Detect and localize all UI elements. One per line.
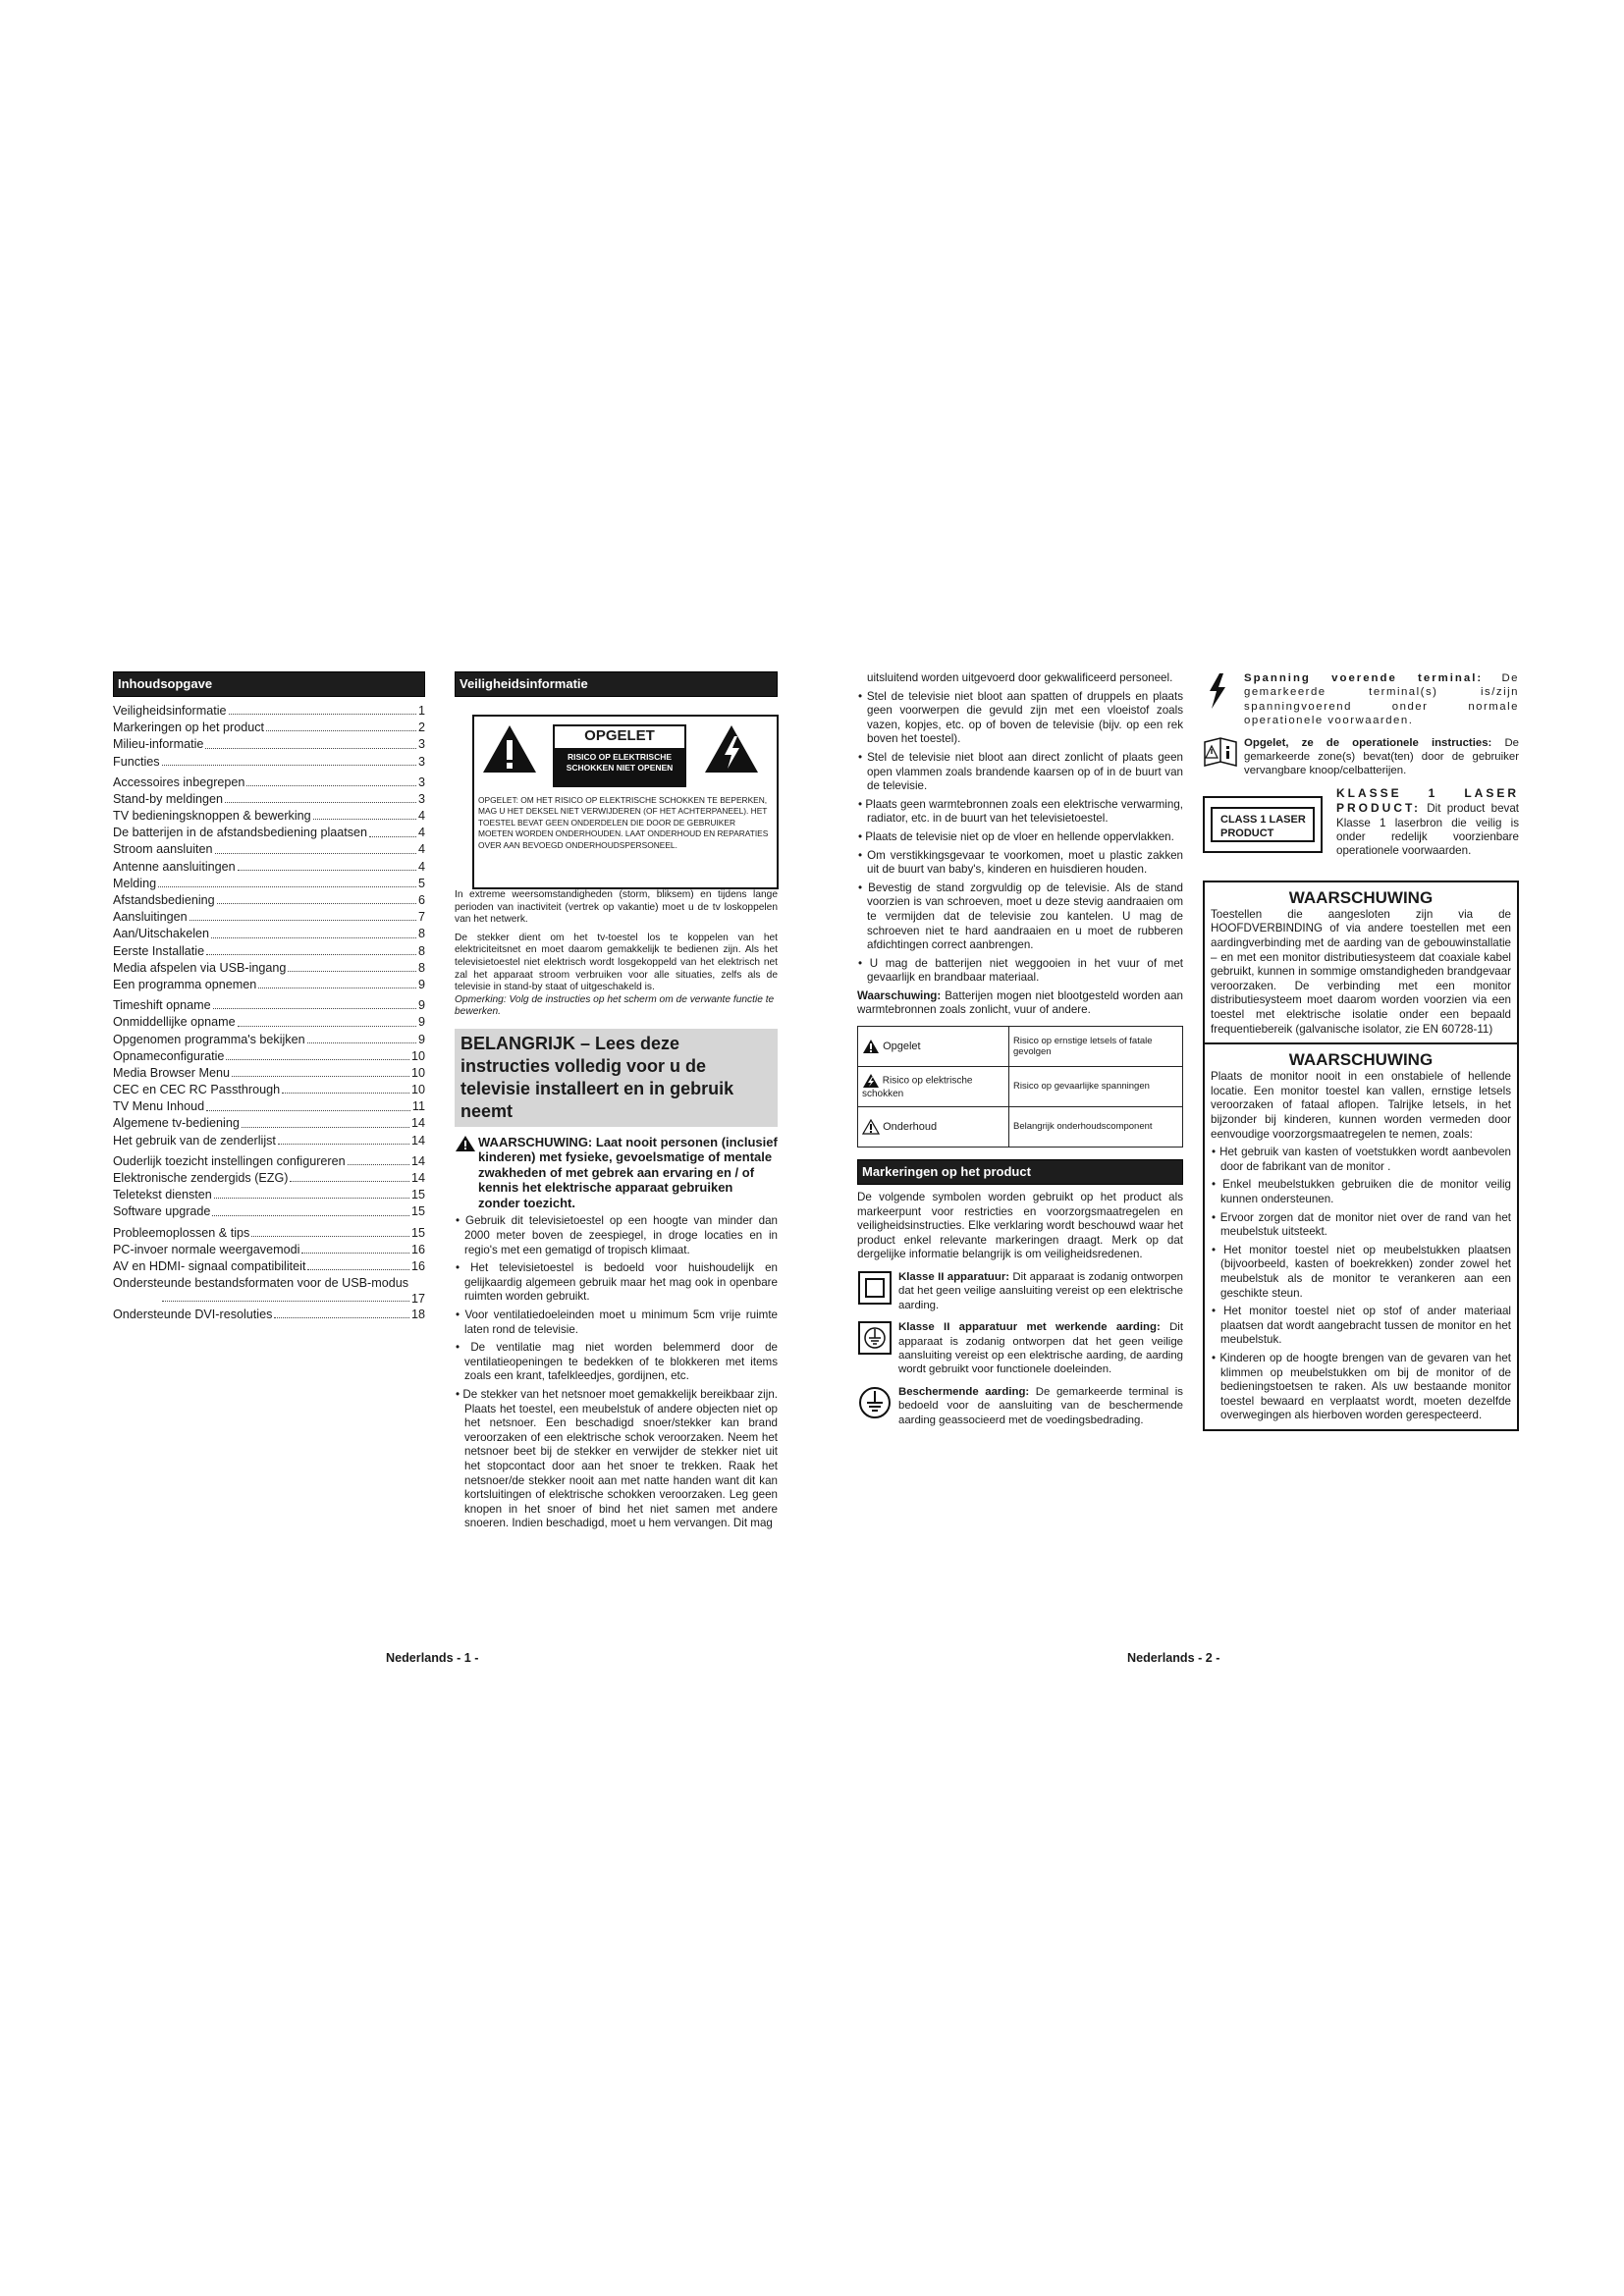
live-terminal-text: De gemarkeerde terminal(s) is/zijn spanningvoerend onder normale operationele voorwaarden. xyxy=(1244,672,1519,727)
class2-earth-description xyxy=(898,1320,1183,1377)
toc-entry-title: Elektronische zendergids (EZG) xyxy=(113,1171,289,1186)
toc-page-number: 9 xyxy=(417,1015,425,1030)
laser-text: Dit product bevat Klasse 1 laserbron die veilig is onder redelijk voorzienbare operationele voorwaarden. xyxy=(1336,802,1519,858)
toc-entry[interactable] xyxy=(113,736,425,753)
battery-warning xyxy=(857,989,1183,1018)
risk-cell-left xyxy=(858,1027,1009,1067)
battery-warning-text: Batterijen mogen niet blootgesteld worden aan warmtebronnen zoals zonlicht, vuur of andere. xyxy=(857,988,1183,1017)
toc-entry-title: Ouderlijk toezicht instellingen configureren xyxy=(113,1153,346,1168)
toc-column xyxy=(113,671,425,1323)
toc-entry[interactable] xyxy=(113,1203,425,1220)
bullet-dot: • xyxy=(1212,1243,1224,1256)
toc-entry-title: Teletekst diensten xyxy=(113,1188,212,1202)
risk-left-label: Opgelet xyxy=(883,1040,921,1052)
toc-leader xyxy=(266,730,416,731)
bullet-item xyxy=(1211,1178,1511,1206)
operating-instructions-cell xyxy=(1203,736,1244,778)
toc-entry-title: Ondersteunde bestandsformaten voor de USB-modus xyxy=(113,1276,409,1291)
class2-earth-symbol-cell xyxy=(857,1320,898,1377)
protective-earth-text: De gemarkeerde terminal is bedoeld voor de aansluiting van de beschermende aarding geassocieerd met de voedingsbedrading. xyxy=(898,1385,1183,1426)
toc-leader xyxy=(206,954,416,955)
toc-page-number: 3 xyxy=(417,791,425,806)
bullet-text: De stekker van het netsnoer moet gemakkelijk bereikbaar zijn. Plaats het toestel, een meubelstuk of andere objecten niet op het netsnoer. Een beschadigd snoer/stekker kan brand veroorzaken of een elektrische schok veroorzaken. Neem het netsnoer beet bij de stekker en verwijder de stekker niet uit het stopcontact door aan het snoer te trekken. Raak het netsnoer/de stekker nooit aan met natte handen want dit kan kortsluitingen of elektrische schokken veroorzaken. Leg geen knopen in het snoer of bind het niet samen met andere snoeren. Indien beschadigd, moet u hem vervangen. Dit mag xyxy=(462,1387,778,1530)
toc-leader xyxy=(274,1317,409,1318)
safety-header: Veiligheidsinformatie xyxy=(455,671,778,697)
toc-leader xyxy=(313,819,416,820)
toc-page-number: 18 xyxy=(410,1308,425,1322)
toc-page-number: 9 xyxy=(417,998,425,1013)
markings-intro: De volgende symbolen worden gebruikt op het product als markeerpunt voor restricties en voorzorgsmaatregelen en veiligheidsinstructies. Elke verklaring wordt beschouwd waar het product enkel relevante markeringen draagt. Merk op dat dergelijke informatie belangrijk is om veiligheidsredenen. xyxy=(857,1191,1183,1261)
toc-page-number: 6 xyxy=(417,893,425,908)
protective-earth-icon xyxy=(857,1385,893,1420)
bullet-text: Bevestig de stand zorgvuldig op de televisie. Als de stand voorzien is van schroeven, moet u deze stevig aandraaien om te vermijden dat de televisie zou kantelen. U mag de schroeven niet te hard aandraaien en u moet de rubberen afdichtingen correct aanbrengen. xyxy=(867,881,1184,952)
risk-right-label: Risico op ernstige letsels of fatale gevolgen xyxy=(1009,1027,1183,1067)
risk-left-label: Risico op elektrische schokken xyxy=(862,1075,973,1100)
class2-symbol-row xyxy=(857,1270,1183,1312)
continued-text-block xyxy=(857,671,1183,686)
class2-earth-symbol-row xyxy=(857,1320,1183,1377)
toc-page-number: 3 xyxy=(417,737,425,752)
page2-right-column xyxy=(1203,671,1519,1431)
bullet-item xyxy=(455,1388,778,1531)
toc-page-number: 14 xyxy=(410,1153,425,1168)
warning-stability-bullets xyxy=(1211,1146,1511,1423)
warning-box-stability xyxy=(1203,1044,1519,1431)
toc-page-number: 8 xyxy=(417,943,425,958)
toc-entry[interactable] xyxy=(113,926,425,942)
toc-entry[interactable] xyxy=(113,876,425,892)
operating-instructions-row xyxy=(1203,736,1519,778)
caution-text: OPGELET: OM HET RISICO OP ELEKTRISCHE SCHOKKEN TE BEPERKEN, MAG U HET DEKSEL NIET VERWIJDEREN (OF HET ACHTERPANEEL). HET TOESTEL BEVAT GEEN ONDERDELEN DIE DOOR DE GEBRUIKER MOETEN WORDEN ONDERHOUDEN. LAAT ONDERHOUD EN REPARATIES OVER AAN BEVOEGD ONDERHOUDSPERSONEEL. xyxy=(478,795,769,850)
toc-page-number: 16 xyxy=(410,1242,425,1256)
live-terminal-description xyxy=(1244,671,1519,728)
bullet-text: Enkel meubelstukken gebruiken die de monitor veilig kunnen ondersteunen. xyxy=(1220,1178,1512,1205)
toc-entry[interactable] xyxy=(113,1065,425,1082)
risk-row xyxy=(858,1067,1183,1107)
laser-row xyxy=(1203,786,1519,859)
toc-entry-title: Onmiddellijke opname xyxy=(113,1015,236,1030)
operating-instructions-description xyxy=(1244,736,1519,778)
bullet-dot: • xyxy=(456,1341,471,1355)
toc-entry-title: Afstandsbediening xyxy=(113,893,215,908)
toc-entry-title: Aansluitingen xyxy=(113,910,188,925)
toc-entry-title: Veiligheidsinformatie xyxy=(113,703,227,718)
class2-square-icon xyxy=(857,1270,893,1306)
safety-bullets xyxy=(455,1214,778,1530)
bullet-text: De ventilatie mag niet worden belemmerd door de ventilatieopeningen te bedekken of te blokkeren met items zoals een krant, tafelkleedjes, gordijnen, etc. xyxy=(464,1341,778,1383)
toc-leader xyxy=(278,1144,409,1145)
class2-text: Dit apparaat is zodanig ontworpen dat het geen veilige aansluiting vereist op een elektrische aarding. xyxy=(898,1271,1183,1311)
toc-entry[interactable] xyxy=(113,1258,425,1275)
bullet-text: Plaats de televisie niet op de vloer en hellende oppervlakken. xyxy=(865,829,1174,843)
toc-entry[interactable] xyxy=(113,1032,425,1048)
toc-entry[interactable] xyxy=(113,960,425,977)
toc-entry-title: Het gebruik van de zenderlijst xyxy=(113,1133,276,1148)
toc-page-number: 17 xyxy=(410,1292,425,1307)
paragraph-weather: In extreme weersomstandigheden (storm, bliksem) en tijdens lange perioden van inactiviteit (vertrek op vakantie) moet u de tv loskoppelen van het netwerk. xyxy=(455,889,778,926)
exclamation-warning-icon xyxy=(480,722,539,775)
toc-entry[interactable] xyxy=(113,859,425,876)
bullet-dot: • xyxy=(1212,1351,1220,1364)
toc-leader xyxy=(215,853,416,854)
bullet-text: Het monitor toestel niet op stof of ander materiaal plaatsen dat wordt aangebracht tussen de monitor en het meubelstuk. xyxy=(1220,1305,1511,1347)
bullet-dot: • xyxy=(858,750,868,764)
toc-entry[interactable] xyxy=(113,1307,425,1323)
toc-entry-title: Media Browser Menu xyxy=(113,1065,230,1080)
toc-entry-title: Opgenomen programma's bekijken xyxy=(113,1032,305,1046)
toc-entry-title: Media afspelen via USB-ingang xyxy=(113,960,287,975)
warning-title: WAARSCHUWING xyxy=(1288,887,1434,907)
toc-entry-title: Algemene tv-bediening xyxy=(113,1116,240,1131)
toc-page-number: 9 xyxy=(417,1032,425,1046)
page2-bullets xyxy=(857,690,1183,986)
toc-entry-title: Accessoires inbegrepen xyxy=(113,774,245,789)
bullet-item xyxy=(857,849,1183,878)
toc-leader xyxy=(162,765,416,766)
bullet-dot: • xyxy=(1212,1305,1224,1318)
continued-text: uitsluitend worden uitgevoerd door gekwalificeerd personeel. xyxy=(867,671,1173,684)
protective-earth-symbol-cell xyxy=(857,1385,898,1427)
toc-leader xyxy=(246,785,416,786)
toc-leader xyxy=(205,748,416,749)
toc-leader xyxy=(307,1042,416,1043)
toc-leader xyxy=(301,1253,409,1254)
toc-entry[interactable] xyxy=(113,1187,425,1203)
warning-intro-text: WAARSCHUWING: Laat nooit personen (inclusief kinderen) met fysieke, gevoelsmatige of mentale zwakheden of met gebrek aan ervaring en / of kennis het elektrische apparaat gebruiken zonder toezicht. xyxy=(478,1134,778,1210)
toc-entry[interactable] xyxy=(113,791,425,808)
toc-entry[interactable] xyxy=(113,808,425,825)
toc-leader xyxy=(189,920,416,921)
risk-table xyxy=(857,1026,1183,1148)
toc-page-number: 14 xyxy=(410,1116,425,1131)
toc-leader xyxy=(226,1059,409,1060)
toc-entry-title: TV Menu Inhoud xyxy=(113,1099,205,1114)
toc-leader xyxy=(288,971,416,972)
toc-entry[interactable] xyxy=(113,1153,425,1170)
exclamation-warning-icon xyxy=(862,1039,880,1054)
toc-entry-title: Software upgrade xyxy=(113,1204,211,1219)
lightning-warning-icon xyxy=(862,1073,880,1089)
toc-page-number: 10 xyxy=(410,1048,425,1063)
protective-earth-symbol-row xyxy=(857,1385,1183,1427)
live-terminal-cell xyxy=(1203,671,1244,728)
toc-page-number: 3 xyxy=(417,754,425,769)
paragraph-plug: De stekker dient om het tv-toestel los te koppelen van het elektriciteitsnet en moet daarom gemakkelijk te bedienen zijn. Als het televisietoestel niet elektrisch wordt losgekoppeld van het elektrisch net zal het apparaat stroom verbruiken voor alle situaties, zelfs als de televisie in stand-by staat of uitgeschakeld is. xyxy=(455,932,778,993)
toc-leader xyxy=(225,802,416,803)
toc-page-number: 9 xyxy=(417,977,425,991)
bullet-text: Plaats geen warmtebronnen zoals een elektrische verwarming, radiator, etc. in de buurt van het televisietoestel. xyxy=(865,797,1184,826)
toc-entry-title: Ondersteunde DVI-resoluties xyxy=(113,1308,273,1322)
warning-title: WAARSCHUWING xyxy=(1288,1050,1434,1070)
bullet-item xyxy=(1211,1352,1511,1423)
toc-entry[interactable] xyxy=(113,720,425,736)
toc-page-number: 15 xyxy=(410,1225,425,1240)
warning-box-coax xyxy=(1203,881,1519,1044)
toc-entry[interactable] xyxy=(113,842,425,859)
toc-entry-title: Stand-by meldingen xyxy=(113,791,224,806)
toc-page-number: 2 xyxy=(417,721,425,735)
toc-entry[interactable] xyxy=(113,754,425,771)
bullet-item xyxy=(857,751,1183,794)
risk-right-label: Belangrijk onderhoudscomponent xyxy=(1009,1107,1183,1148)
bullet-dot: • xyxy=(1212,1210,1220,1224)
toc-leader xyxy=(238,1026,416,1027)
book-warning-icon xyxy=(1203,736,1238,768)
footer-page-1: Nederlands - 1 - xyxy=(386,1651,479,1665)
bullet-item xyxy=(857,830,1183,845)
toc-entry[interactable] xyxy=(113,977,425,993)
toc-page-number: 14 xyxy=(410,1171,425,1186)
risk-right-label: Risico op gevaarlijke spanningen xyxy=(1009,1067,1183,1107)
toc-entry-title: Melding xyxy=(113,876,157,890)
toc-entry-title: Eerste Installatie xyxy=(113,943,205,958)
toc-leader xyxy=(290,1181,409,1182)
toc-page-number: 10 xyxy=(410,1083,425,1097)
bullet-text: Het gebruik van kasten of voetstukken wordt aanbevolen door de fabrikant van de monitor . xyxy=(1219,1146,1512,1173)
bullet-dot: • xyxy=(858,829,866,843)
toc-leader xyxy=(282,1093,409,1094)
class2-earth-text: Dit apparaat is zodanig ontworpen dat het geen veilige aansluiting vereist op een elektrische aarding, de aarding wordt gebruikt voor functionele doeleinden. xyxy=(898,1321,1183,1376)
note-text: Opmerking: Volg de instructies op het scherm om de verwante functie te bewerken. xyxy=(455,993,775,1018)
toc-page-number: 4 xyxy=(417,826,425,840)
toc-page-number: 4 xyxy=(417,842,425,857)
live-terminal-row xyxy=(1203,671,1519,728)
toc-entry[interactable] xyxy=(113,1275,425,1307)
toc-entry[interactable] xyxy=(113,1116,425,1133)
bullet-item xyxy=(455,1261,778,1305)
bullet-dot: • xyxy=(858,797,866,811)
toc-entry-title: Aan/Uitschakelen xyxy=(113,927,210,941)
bullet-text: U mag de batterijen niet weggooien in het vuur of met gevaarlijk en brandbaar materiaal. xyxy=(867,956,1184,985)
bullet-dot: • xyxy=(456,1387,463,1401)
toc-page-number: 8 xyxy=(417,960,425,975)
toc-page-number: 16 xyxy=(410,1258,425,1273)
bullet-item xyxy=(857,881,1183,953)
toc-page-number: 7 xyxy=(417,910,425,925)
functional-earth-icon xyxy=(857,1320,893,1356)
class2-label: Klasse II apparatuur: xyxy=(898,1271,1010,1284)
toc-leader xyxy=(217,903,416,904)
toc-page-number: 4 xyxy=(417,809,425,824)
battery-warning-label: Waarschuwing: xyxy=(857,988,942,1002)
toc-entry[interactable] xyxy=(113,892,425,909)
bullet-item xyxy=(857,690,1183,747)
risk-cell-left xyxy=(858,1107,1009,1148)
toc-page-number: 14 xyxy=(410,1133,425,1148)
toc-entry-title: Probleemoplossen & tips xyxy=(113,1225,250,1240)
page2-left-column xyxy=(857,671,1183,1427)
toc-entry-title: Markeringen op het product xyxy=(113,721,265,735)
toc-entry-title: CEC en CEC RC Passthrough xyxy=(113,1083,281,1097)
bullet-text: Kinderen op de hoogte brengen van de gevaren van het klimmen op meubelstukken om bij de monitor of de bedieningstoetsen te raken. Als uw bestaande monitor toestel bewaard en verplaatst wordt, moeten dezelfde overwegingen als hierboven worden gerespecteerd. xyxy=(1219,1351,1512,1422)
toc-entry[interactable] xyxy=(113,1014,425,1031)
toc-leader xyxy=(213,1008,416,1009)
toc-entry[interactable] xyxy=(113,1225,425,1242)
toc-page-number: 10 xyxy=(410,1065,425,1080)
toc-entry[interactable] xyxy=(113,997,425,1014)
toc-leader xyxy=(206,1110,410,1111)
bullet-item xyxy=(857,957,1183,986)
lightning-bolt-icon xyxy=(1203,671,1232,711)
bullet-dot: • xyxy=(858,689,867,703)
toc-leader xyxy=(369,836,416,837)
laser-label-box xyxy=(1203,796,1323,853)
bullet-text: Stel de televisie niet bloot aan spatten of druppels en plaats geen voorwerpen die gevuld zijn met een vloeistof zoals vazen, kopjes, etc. op of boven de televisie (bijv. op een rek boven het toestel). xyxy=(866,689,1184,746)
toc-header: Inhoudsopgave xyxy=(113,671,425,697)
toc-entry-title: Antenne aansluitingen xyxy=(113,859,236,874)
toc-entry-title: AV en HDMI- signaal compatibiliteit xyxy=(113,1258,306,1273)
risk-row xyxy=(858,1107,1183,1148)
class2-description xyxy=(898,1270,1183,1312)
exclamation-outline-icon xyxy=(862,1119,880,1135)
bullet-item xyxy=(455,1341,778,1384)
caution-subtitle: RISICO OP ELEKTRISCHE SCHOKKEN NIET OPENEN xyxy=(553,750,686,787)
toc-leader xyxy=(238,870,416,871)
toc-entry-title: Opnameconfiguratie xyxy=(113,1048,225,1063)
risk-row xyxy=(858,1027,1183,1067)
toc-page-number: 3 xyxy=(417,774,425,789)
warning-stability-text: Plaats de monitor nooit in een onstabiele of hellende locatie. Een monitor toestel kan vallen, ernstige letsels veroorzaken of fataal aflopen. Talrijke letsels, in het bijzonder bij kinderen, kunnen worden vermeden door eenvoudige voorzorgsmaatregelen te nemen, zoals: xyxy=(1211,1070,1511,1141)
toc-page-number: 15 xyxy=(410,1188,425,1202)
operating-instructions-label: Opgelet, ze de operationele instructies: xyxy=(1244,736,1492,749)
bullet-dot: • xyxy=(456,1214,466,1228)
bullet-dot: • xyxy=(1212,1146,1220,1159)
toc-page-number: 1 xyxy=(417,703,425,718)
bullet-text: Gebruik dit televisietoestel op een hoogte van minder dan 2000 meter boven de zeespiegel, in droge locaties en in regio's met een gematigd of tropisch klimaat. xyxy=(464,1214,778,1256)
toc-entry[interactable] xyxy=(113,825,425,841)
toc-page-number: 4 xyxy=(417,859,425,874)
toc-leader xyxy=(158,886,416,887)
toc-entry[interactable] xyxy=(113,774,425,791)
bullet-dot: • xyxy=(456,1308,465,1321)
live-terminal-label: Spanning voerende terminal: xyxy=(1244,672,1484,684)
toc-page-number: 8 xyxy=(417,927,425,941)
bullet-item xyxy=(1211,1146,1511,1174)
toc-entry-title: Milieu-informatie xyxy=(113,737,204,752)
bullet-dot: • xyxy=(858,848,868,862)
toc-entry[interactable] xyxy=(113,1082,425,1098)
toc-leader xyxy=(307,1269,409,1270)
bullet-item xyxy=(1211,1305,1511,1348)
important-banner: BELANGRIJK – Lees deze instructies volledig voor u de televisie installeert en in gebruik neemt xyxy=(455,1029,778,1127)
class2-symbol-cell xyxy=(857,1270,898,1312)
toc-entry-title: Timeshift opname xyxy=(113,998,211,1013)
toc-list xyxy=(113,703,425,1323)
toc-leader xyxy=(242,1127,409,1128)
risk-left-label: Onderhoud xyxy=(883,1120,938,1133)
operating-instructions-text: De gemarkeerde zone(s) bevat(ten) door de gebruiker vervangbare knoop/celbatterijen. xyxy=(1244,736,1519,777)
toc-leader xyxy=(211,937,416,938)
toc-leader xyxy=(232,1076,409,1077)
toc-page-number: 11 xyxy=(411,1099,425,1114)
toc-leader xyxy=(214,1198,409,1199)
toc-page-number: 5 xyxy=(417,876,425,890)
toc-entry-title: PC-invoer normale weergavemodi xyxy=(113,1242,300,1256)
bullet-item xyxy=(455,1308,778,1337)
toc-entry-title: Stroom aansluiten xyxy=(113,842,213,857)
toc-entry-title: De batterijen in de afstandsbediening plaatsen xyxy=(113,826,368,840)
toc-entry[interactable] xyxy=(113,1133,425,1149)
laser-label-inner: CLASS 1 LASER PRODUCT xyxy=(1211,807,1315,842)
risk-cell-left xyxy=(858,1067,1009,1107)
bullet-dot: • xyxy=(1212,1178,1223,1192)
bullet-dot: • xyxy=(858,881,869,894)
caution-title: OPGELET xyxy=(553,724,686,750)
toc-leader xyxy=(348,1164,409,1165)
bullet-text: Ervoor zorgen dat de monitor niet over de rand van het meubelstuk uitsteekt. xyxy=(1219,1210,1512,1239)
toc-entry[interactable] xyxy=(113,1098,425,1115)
bullet-item xyxy=(455,1214,778,1257)
toc-entry[interactable] xyxy=(113,943,425,960)
toc-entry-title: Een programma opnemen xyxy=(113,977,257,991)
toc-leader xyxy=(251,1236,409,1237)
protective-earth-label: Beschermende aarding: xyxy=(898,1385,1030,1398)
safety-column xyxy=(455,671,778,1531)
bullet-text: Het televisietoestel is bedoeld voor huishoudelijk en gelijkaardig algemeen gebruik maar het mag ook in openbare ruimten worden gebruikt. xyxy=(464,1261,779,1304)
laser-label: KLASSE 1 LASER PRODUCT: xyxy=(1336,785,1519,816)
bullet-text: Om verstikkingsgevaar te voorkomen, moet u plastic zakken uit de buurt van baby's, kinderen en huisdieren houden. xyxy=(867,848,1184,877)
footer-page-2: Nederlands - 2 - xyxy=(1127,1651,1220,1665)
toc-page-number: 15 xyxy=(410,1204,425,1219)
toc-entry[interactable] xyxy=(113,703,425,720)
toc-entry[interactable] xyxy=(113,909,425,926)
lightning-warning-icon xyxy=(702,722,761,775)
warning-coax-text: Toestellen die aangesloten zijn via de HOOFDVERBINDING of via andere toestellen met een aardingverbinding met de aarding van de gebouwinstallatie – en met een monitor distributiesysteem dat coaxiale kabel gebruikt, kunnen in sommige omstandigheden brandgevaar veroorzaken. De verbinding met een monitor distributiesysteem moet daarom worden voorzien via een toestel met elektrische isolatie onder een bepaald frequentiebereik (galvanische isolator, zie EN 60728-11) xyxy=(1211,907,1511,1036)
bullet-dot: • xyxy=(456,1261,471,1275)
bullet-text: Het monitor toestel niet op meubelstukken plaatsen (bijvoorbeeld, kasten of boekrekken) zonder zowel het meubelstuk als de monitor te verankeren aan een geschikte steun. xyxy=(1220,1243,1511,1300)
toc-entry-title: TV bedieningsknoppen & bewerking xyxy=(113,809,311,824)
toc-leader xyxy=(162,1301,409,1302)
toc-entry[interactable] xyxy=(113,1242,425,1258)
bullet-item xyxy=(857,798,1183,827)
caution-box xyxy=(472,715,779,889)
bullet-item xyxy=(1211,1244,1511,1301)
toc-entry-title: Functies xyxy=(113,754,160,769)
toc-leader xyxy=(229,714,416,715)
class2-earth-label: Klasse II apparatuur met werkende aarding: xyxy=(898,1321,1161,1334)
protective-earth-description xyxy=(898,1385,1183,1427)
warning-icon xyxy=(455,1135,476,1152)
toc-entry[interactable] xyxy=(113,1048,425,1065)
bullet-dot: • xyxy=(858,956,870,970)
laser-description xyxy=(1336,786,1519,859)
toc-entry[interactable] xyxy=(113,1170,425,1187)
bullet-item xyxy=(1211,1211,1511,1240)
bullet-text: Stel de televisie niet bloot aan direct zonlicht of plaats geen open vlammen zoals brandende kaarsen op of in de buurt van de televisie. xyxy=(867,750,1183,793)
markings-header: Markeringen op het product xyxy=(857,1159,1183,1185)
bullet-text: Voor ventilatiedoeleinden moet u minimum 5cm vrije ruimte laten rond de televisie. xyxy=(464,1308,778,1336)
toc-leader xyxy=(212,1215,409,1216)
warning-intro xyxy=(455,1135,778,1211)
